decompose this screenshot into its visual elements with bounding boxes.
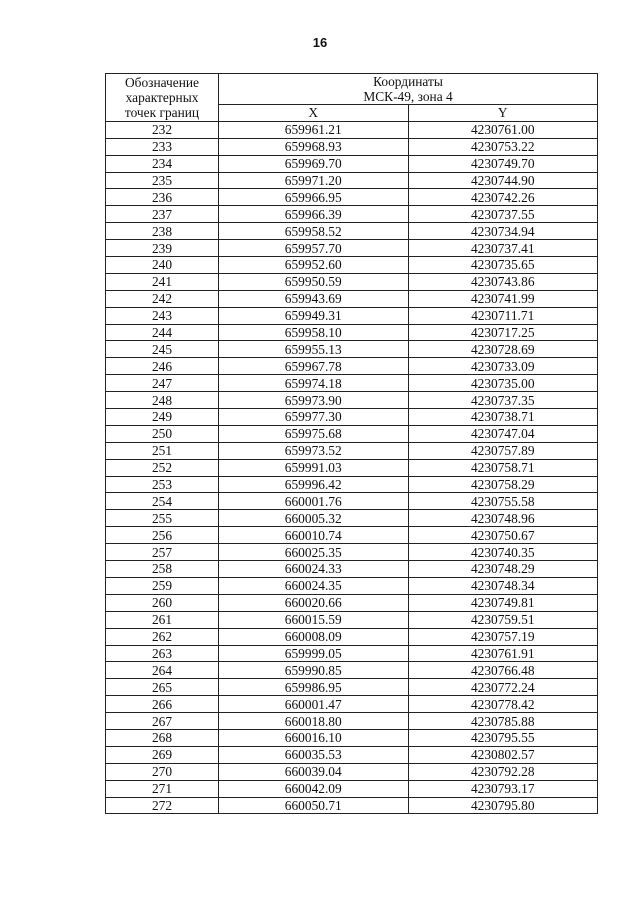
y-coordinate-cell: 4230785.88: [408, 713, 598, 730]
table-row: [106, 645, 598, 662]
table-row: [106, 223, 598, 240]
x-column-header: X: [219, 105, 409, 122]
table-row: [106, 358, 598, 375]
point-cell: 253: [106, 476, 219, 493]
x-coordinate-cell: 659973.52: [219, 442, 409, 459]
point-cell: 259: [106, 577, 219, 594]
y-coordinate-cell: 4230717.25: [408, 324, 598, 341]
table-row: [106, 459, 598, 476]
y-coordinate-cell: 4230737.55: [408, 206, 598, 223]
x-coordinate-cell: 660001.47: [219, 696, 409, 713]
x-coordinate-cell: 659973.90: [219, 392, 409, 409]
x-coordinate-cell: 660039.04: [219, 763, 409, 780]
table-row: [106, 172, 598, 189]
x-coordinate-cell: 659996.42: [219, 476, 409, 493]
point-cell: 239: [106, 240, 219, 257]
y-coordinate-cell: 4230749.70: [408, 155, 598, 172]
x-coordinate-cell: 660025.35: [219, 544, 409, 561]
y-coordinate-cell: 4230759.51: [408, 611, 598, 628]
point-cell: 263: [106, 645, 219, 662]
point-cell: 236: [106, 189, 219, 206]
table-row: [106, 324, 598, 341]
y-coordinate-cell: 4230742.26: [408, 189, 598, 206]
x-coordinate-cell: 659971.20: [219, 172, 409, 189]
x-coordinate-cell: 659986.95: [219, 679, 409, 696]
point-cell: 233: [106, 138, 219, 155]
table-row: [106, 307, 598, 324]
table-header: [106, 74, 598, 122]
x-coordinate-cell: 660050.71: [219, 797, 409, 814]
coordinates-group-header: [219, 74, 598, 105]
x-coordinate-cell: 659990.85: [219, 662, 409, 679]
point-cell: 246: [106, 358, 219, 375]
y-coordinate-cell: 4230793.17: [408, 780, 598, 797]
table-row: [106, 713, 598, 730]
point-cell: 256: [106, 527, 219, 544]
point-label-header: [106, 74, 219, 122]
point-label-line: характерных: [125, 89, 199, 105]
table-row: [106, 409, 598, 426]
x-coordinate-cell: 659958.10: [219, 324, 409, 341]
x-coordinate-cell: 660001.76: [219, 493, 409, 510]
x-coordinate-cell: 659967.78: [219, 358, 409, 375]
x-coordinate-cell: 659968.93: [219, 138, 409, 155]
point-cell: 251: [106, 442, 219, 459]
point-cell: 266: [106, 696, 219, 713]
y-coordinate-cell: 4230755.58: [408, 493, 598, 510]
y-coordinate-cell: 4230748.96: [408, 510, 598, 527]
y-coordinate-cell: 4230757.89: [408, 442, 598, 459]
table-row: [106, 493, 598, 510]
x-coordinate-cell: 659991.03: [219, 459, 409, 476]
x-coordinate-cell: 659977.30: [219, 409, 409, 426]
x-coordinate-cell: 659966.39: [219, 206, 409, 223]
table-row: [106, 729, 598, 746]
y-coordinate-cell: 4230778.42: [408, 696, 598, 713]
y-coordinate-cell: 4230711.71: [408, 307, 598, 324]
x-coordinate-cell: 660016.10: [219, 729, 409, 746]
point-cell: 255: [106, 510, 219, 527]
y-coordinate-cell: 4230750.67: [408, 527, 598, 544]
point-cell: 268: [106, 729, 219, 746]
point-cell: 232: [106, 121, 219, 138]
y-coordinate-cell: 4230753.22: [408, 138, 598, 155]
point-cell: 238: [106, 223, 219, 240]
table-row: [106, 206, 598, 223]
table-row: [106, 425, 598, 442]
point-cell: 269: [106, 746, 219, 763]
point-cell: 252: [106, 459, 219, 476]
y-coordinate-cell: 4230758.71: [408, 459, 598, 476]
x-coordinate-cell: 660010.74: [219, 527, 409, 544]
table-row: [106, 696, 598, 713]
table-row: [106, 510, 598, 527]
y-coordinate-cell: 4230747.04: [408, 425, 598, 442]
y-coordinate-cell: 4230795.55: [408, 729, 598, 746]
x-coordinate-cell: 659999.05: [219, 645, 409, 662]
y-coordinate-cell: 4230792.28: [408, 763, 598, 780]
table-row: [106, 290, 598, 307]
point-cell: 249: [106, 409, 219, 426]
point-cell: 241: [106, 273, 219, 290]
y-coordinate-cell: 4230735.65: [408, 257, 598, 274]
table-row: [106, 273, 598, 290]
point-cell: 244: [106, 324, 219, 341]
y-coordinate-cell: 4230758.29: [408, 476, 598, 493]
table-row: [106, 544, 598, 561]
y-coordinate-cell: 4230772.24: [408, 679, 598, 696]
table-row: [106, 780, 598, 797]
x-coordinate-cell: 660018.80: [219, 713, 409, 730]
table-row: [106, 628, 598, 645]
point-cell: 240: [106, 257, 219, 274]
point-cell: 248: [106, 392, 219, 409]
table-row: [106, 442, 598, 459]
y-coordinate-cell: 4230766.48: [408, 662, 598, 679]
x-coordinate-cell: 660015.59: [219, 611, 409, 628]
y-coordinate-cell: 4230802.57: [408, 746, 598, 763]
table-row: [106, 797, 598, 814]
point-cell: 245: [106, 341, 219, 358]
y-coordinate-cell: 4230761.00: [408, 121, 598, 138]
point-cell: 235: [106, 172, 219, 189]
table-row: [106, 611, 598, 628]
table-row: [106, 240, 598, 257]
y-column-header: Y: [408, 105, 598, 122]
y-coordinate-cell: 4230737.41: [408, 240, 598, 257]
x-coordinate-cell: 660008.09: [219, 628, 409, 645]
point-cell: 254: [106, 493, 219, 510]
x-coordinate-cell: 660020.66: [219, 594, 409, 611]
y-coordinate-cell: 4230734.94: [408, 223, 598, 240]
point-cell: 262: [106, 628, 219, 645]
point-cell: 272: [106, 797, 219, 814]
x-coordinate-cell: 660024.33: [219, 561, 409, 578]
table-row: [106, 138, 598, 155]
table-row: [106, 763, 598, 780]
point-cell: 271: [106, 780, 219, 797]
point-cell: 267: [106, 713, 219, 730]
x-coordinate-cell: 660005.32: [219, 510, 409, 527]
table-body: [106, 121, 598, 814]
x-coordinate-cell: 660042.09: [219, 780, 409, 797]
x-coordinate-cell: 659952.60: [219, 257, 409, 274]
point-label-line: Обозначение: [125, 74, 199, 90]
point-cell: 265: [106, 679, 219, 696]
x-coordinate-cell: 659955.13: [219, 341, 409, 358]
point-cell: 242: [106, 290, 219, 307]
table-row: [106, 561, 598, 578]
x-coordinate-cell: 659950.59: [219, 273, 409, 290]
coordinates-label: Координаты: [373, 74, 443, 89]
x-coordinate-cell: 659949.31: [219, 307, 409, 324]
table-row: [106, 476, 598, 493]
y-coordinate-cell: 4230761.91: [408, 645, 598, 662]
x-coordinate-cell: 659958.52: [219, 223, 409, 240]
table-row: [106, 341, 598, 358]
x-coordinate-cell: 659957.70: [219, 240, 409, 257]
y-coordinate-cell: 4230728.69: [408, 341, 598, 358]
table-row: [106, 679, 598, 696]
y-coordinate-cell: 4230738.71: [408, 409, 598, 426]
y-coordinate-cell: 4230743.86: [408, 273, 598, 290]
y-coordinate-cell: 4230757.19: [408, 628, 598, 645]
point-cell: 234: [106, 155, 219, 172]
y-coordinate-cell: 4230748.29: [408, 561, 598, 578]
y-coordinate-cell: 4230733.09: [408, 358, 598, 375]
table-row: [106, 392, 598, 409]
x-coordinate-cell: 659943.69: [219, 290, 409, 307]
y-coordinate-cell: 4230748.34: [408, 577, 598, 594]
table-row: [106, 662, 598, 679]
point-cell: 250: [106, 425, 219, 442]
table-row: [106, 594, 598, 611]
x-coordinate-cell: 659974.18: [219, 375, 409, 392]
x-coordinate-cell: 659975.68: [219, 425, 409, 442]
table-row: [106, 189, 598, 206]
x-coordinate-cell: 660024.35: [219, 577, 409, 594]
coordinates-table: [105, 73, 598, 814]
point-cell: 261: [106, 611, 219, 628]
table-row: [106, 577, 598, 594]
y-coordinate-cell: 4230740.35: [408, 544, 598, 561]
y-coordinate-cell: 4230744.90: [408, 172, 598, 189]
point-cell: 243: [106, 307, 219, 324]
x-coordinate-cell: 659969.70: [219, 155, 409, 172]
y-coordinate-cell: 4230795.80: [408, 797, 598, 814]
table-row: [106, 375, 598, 392]
point-cell: 247: [106, 375, 219, 392]
point-cell: 264: [106, 662, 219, 679]
point-cell: 258: [106, 561, 219, 578]
y-coordinate-cell: 4230735.00: [408, 375, 598, 392]
table-row: [106, 257, 598, 274]
y-coordinate-cell: 4230741.99: [408, 290, 598, 307]
point-cell: 270: [106, 763, 219, 780]
table-row: [106, 121, 598, 138]
y-coordinate-cell: 4230737.35: [408, 392, 598, 409]
table-row: [106, 527, 598, 544]
table-row: [106, 155, 598, 172]
point-cell: 260: [106, 594, 219, 611]
x-coordinate-cell: 659961.21: [219, 121, 409, 138]
page-number: 16: [312, 35, 328, 50]
coordinate-system-label: МСК-49, зона 4: [363, 89, 453, 104]
point-cell: 237: [106, 206, 219, 223]
y-coordinate-cell: 4230749.81: [408, 594, 598, 611]
x-coordinate-cell: 659966.95: [219, 189, 409, 206]
x-coordinate-cell: 660035.53: [219, 746, 409, 763]
header-row: [106, 74, 598, 105]
point-cell: 257: [106, 544, 219, 561]
table-row: [106, 746, 598, 763]
point-label-line: точек границ: [124, 104, 200, 120]
